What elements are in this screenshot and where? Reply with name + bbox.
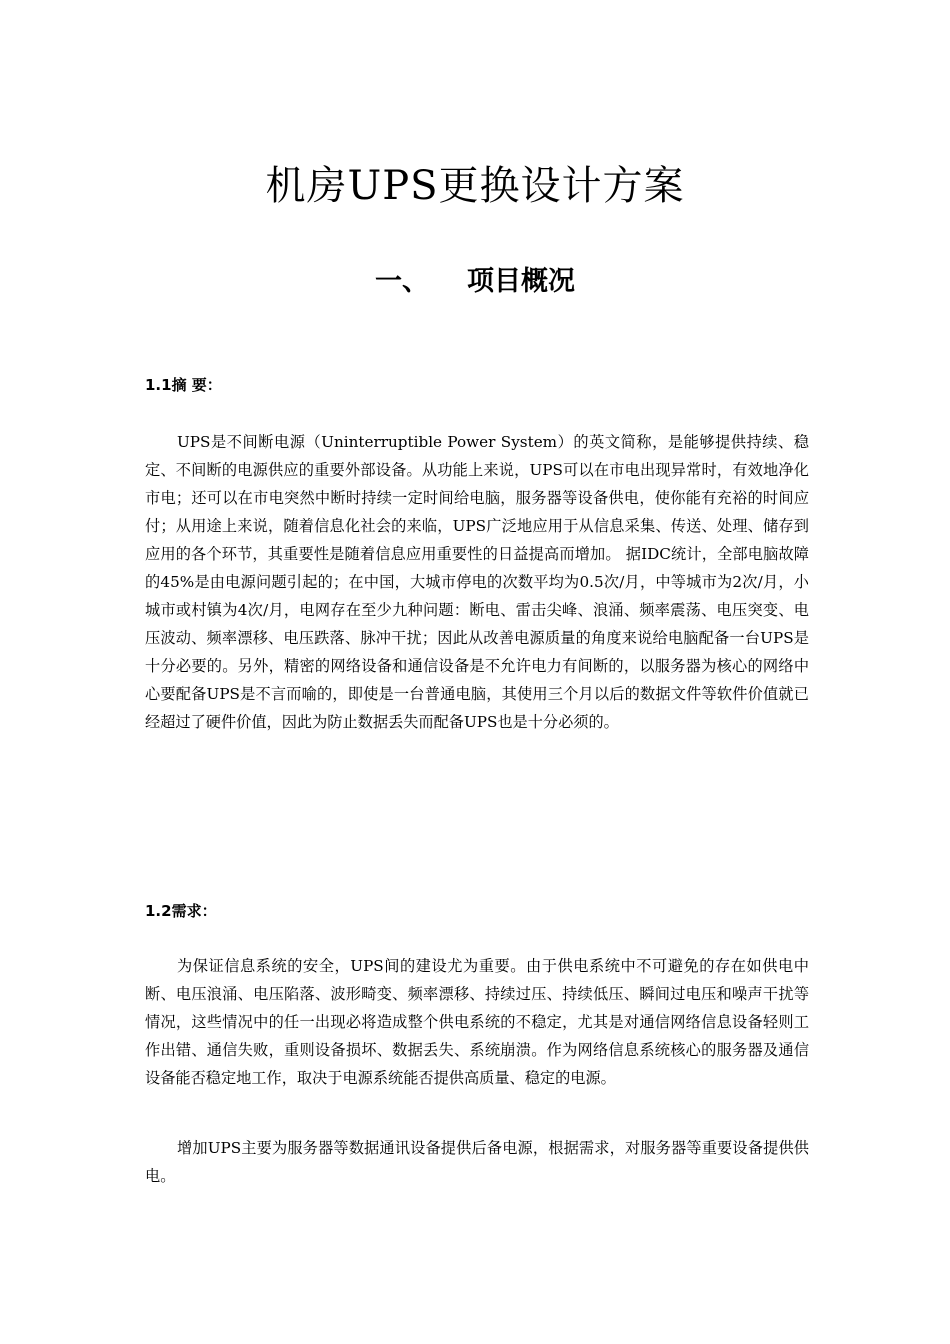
requirements-paragraph-2: 增加UPS主要为服务器等数据通讯设备提供后备电源，根据需求，对服务器等重要设备提供供电。 [145,1139,809,1185]
subsection-heading-requirements: 1.2需求： [145,902,217,920]
section-heading [0,262,950,302]
section-number: 一、 [375,266,429,297]
section-title: 项目概况 [467,266,575,297]
subsection-heading-summary: 1.1摘 要： [145,376,222,394]
requirements-paragraph: 为保证信息系统的安全，UPS间的建设尤为重要。由于供电系统中不可避免的存在如供电中断、电压浪涌、电压陷落、波形畸变、频率漂移、持续过压、持续低压、瞬间过电压和噪声干扰等情况，这些情况中的任一出现必将造成整个供电系统的不稳定，尤其是对通信网络信息设备轻则工作出错、通信失败，重则设备损坏、数据丢失、系统崩溃。作为网络信息系统核心的服务器及通信设备能否稳定地工作，取决于电源系统能否提供高质量、稳定的电源。 [145,957,809,1087]
summary-paragraph: UPS是不间断电源（Uninterruptible Power System）的英文简称，是能够提供持续、稳定、不间断的电源供应的重要外部设备。从功能上来说，UPS可以在市电出现异常时，有效地净化市电；还可以在市电突然中断时持续一定时间给电脑，服务器等设备供电，使你能有充裕的时间应付；从用途上来说，随着信息化社会的来临，UPS广泛地应用于从信息采集、传送、处理、储存到应用的各个环节，其重要性是随着信息应用重要性的日益提高而增加。 据IDC统计，全部电脑故障的45%是由电源问题引起的；在中国，大城市停电的次数平均为0.5次/月，中等城市为2次/月，小城市或村镇为4次/月，电网存在至少九种问题：断电、雷击尖峰、浪涌、频率震荡、电压突变、电压波动、频率漂移、电压跌落、脉冲干扰；因此从改善电源质量的角度来说给电脑配备一台UPS是十分必要的。另外，精密的网络设备和通信设备是不允许电力有间断的，以服务器为核心的网络中心要配备UPS是不言而喻的，即使是一台普通电脑，其使用三个月以后的数据文件等软件价值就已经超过了硬件价值，因此为防止数据丢失而配备UPS也是十分必须的。 [145,433,809,731]
document-title: 机房UPS更换设计方案 [265,163,685,209]
